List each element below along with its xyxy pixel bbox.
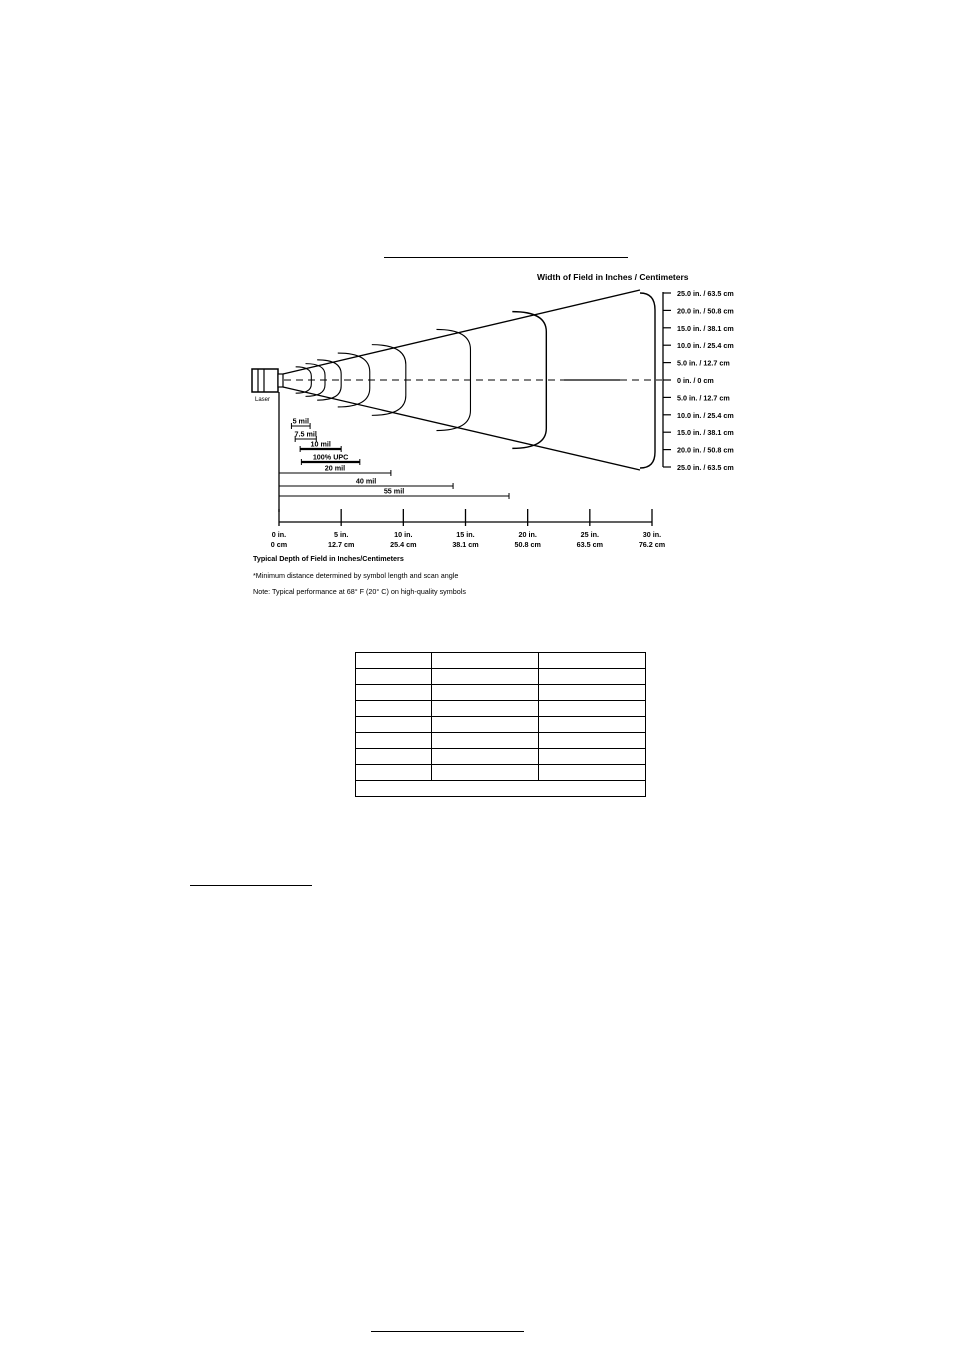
table-cell	[539, 733, 646, 749]
depth-label-cm: 12.7 cm	[327, 540, 355, 549]
depth-label-cm: 25.4 cm	[390, 540, 417, 549]
table-cell	[432, 653, 539, 669]
depth-axis-ticks	[271, 509, 665, 549]
table-row	[356, 701, 646, 717]
range-label: 10 mil	[310, 439, 331, 449]
depth-label-inches: 15 in.	[456, 530, 475, 539]
range-bars	[279, 417, 509, 500]
depth-label-inches: 10 in.	[394, 530, 413, 539]
note-typical-performance: Note: Typical performance at 68° F (20° C) on high-quality symbols	[253, 587, 466, 596]
depth-label-inches: 0 in.	[271, 530, 287, 539]
laser-scanner-icon	[252, 369, 283, 392]
width-label: 15.0 in. / 38.1 cm	[677, 428, 734, 438]
table-row	[356, 717, 646, 733]
table-cell	[539, 669, 646, 685]
table-cell	[356, 781, 646, 797]
table-row	[356, 653, 646, 669]
table-cell	[356, 701, 432, 717]
range-label: 40 mil	[355, 476, 377, 486]
range-label: 7.5 mil	[294, 429, 317, 439]
width-label: 5.0 in. / 12.7 cm	[677, 393, 730, 403]
decode-zone-boundary	[372, 345, 406, 416]
width-label: 10.0 in. / 25.4 cm	[677, 410, 734, 420]
table-cell	[432, 733, 539, 749]
table-row	[356, 669, 646, 685]
width-label: 25.0 in. / 63.5 cm	[677, 463, 734, 472]
table-cell	[356, 749, 432, 765]
table-cell	[539, 765, 646, 781]
width-label: 10.0 in. / 25.4 cm	[677, 341, 734, 351]
table-row	[356, 781, 646, 797]
footer-rule	[371, 1331, 524, 1332]
table-row	[356, 765, 646, 781]
table-cell	[539, 701, 646, 717]
depth-label-inches: 30 in.	[642, 530, 662, 539]
depth-axis-title: Typical Depth of Field in Inches/Centimeters	[253, 554, 404, 563]
table-cell	[356, 685, 432, 701]
depth-label-inches: 20 in.	[518, 530, 537, 539]
range-label: 20 mil	[324, 463, 346, 473]
table-cell	[432, 717, 539, 733]
spec-table	[355, 652, 646, 797]
note-minimum-distance: *Minimum distance determined by symbol length and scan angle	[253, 571, 459, 580]
width-label: 20.0 in. / 50.8 cm	[677, 306, 734, 316]
heading-rule-section	[190, 885, 312, 886]
decode-zone-boundary	[338, 353, 370, 407]
width-of-field-header: Width of Field in Inches / Centimeters	[537, 272, 689, 282]
table-row	[356, 749, 646, 765]
table-cell	[432, 749, 539, 765]
table-cell	[539, 717, 646, 733]
table-row	[356, 685, 646, 701]
width-label: 15.0 in. / 38.1 cm	[677, 323, 734, 333]
range-label: 55 mil	[383, 486, 405, 496]
width-label: 0 in. / 0 cm	[677, 376, 714, 385]
width-label: 20.0 in. / 50.8 cm	[677, 445, 734, 455]
depth-label-cm: 0 cm	[270, 540, 288, 549]
width-scale	[663, 289, 734, 472]
table-cell	[356, 717, 432, 733]
width-label: 25.0 in. / 63.5 cm	[677, 289, 734, 298]
range-label: 5 mil	[292, 416, 309, 426]
depth-label-inches: 25 in.	[580, 530, 600, 539]
table-cell	[432, 669, 539, 685]
table-row	[356, 733, 646, 749]
table-cell	[432, 685, 539, 701]
table-cell	[356, 733, 432, 749]
range-label: 100% UPC	[312, 452, 349, 462]
depth-label-cm: 76.2 cm	[638, 540, 666, 549]
table-cell	[539, 653, 646, 669]
table-cell	[356, 653, 432, 669]
depth-label-inches: 5 in.	[333, 530, 349, 539]
depth-label-cm: 38.1 cm	[452, 540, 479, 549]
width-label: 5.0 in. / 12.7 cm	[677, 358, 730, 368]
table-cell	[432, 765, 539, 781]
beam-upper-edge	[283, 290, 640, 374]
table-cell	[539, 749, 646, 765]
depth-label-cm: 50.8 cm	[514, 540, 541, 549]
table-cell	[539, 685, 646, 701]
laser-label: Laser	[255, 397, 271, 403]
depth-label-cm: 63.5 cm	[576, 540, 604, 549]
table-cell	[356, 765, 432, 781]
table-cell	[356, 669, 432, 685]
decode-zone-diagram	[0, 0, 954, 620]
table-cell	[432, 701, 539, 717]
